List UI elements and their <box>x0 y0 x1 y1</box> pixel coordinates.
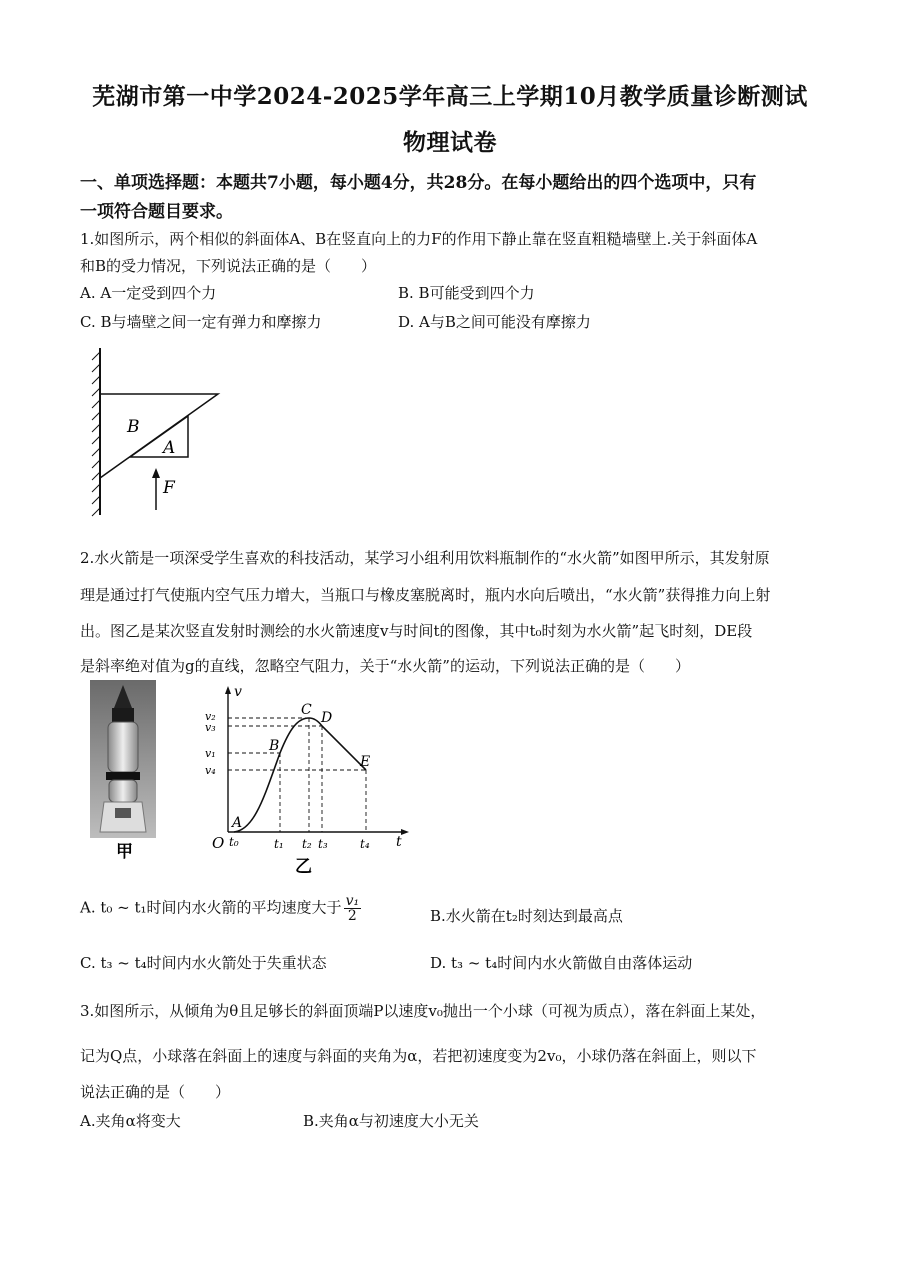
fraction-numerator: v₁ <box>345 893 360 909</box>
water-rocket-photo <box>90 680 156 860</box>
point-b: B <box>269 738 280 754</box>
q2-option-c: C. t₃ ~ t₄时间内水火箭处于失重状态 <box>80 954 327 972</box>
q1-stem-line2: 和B的受力情况，下列说法正确的是（ ） <box>80 257 377 275</box>
q1-wedge-figure <box>85 340 235 520</box>
point-e: E <box>360 754 371 770</box>
q1-option-a: A. A一定受到四个力 <box>80 284 217 302</box>
q2-option-b: B.水火箭在t₂时刻达到最高点 <box>430 907 623 925</box>
q2-stem-line3: 出。图乙是某次竖直发射时测绘的水火箭速度v与时间t的图像，其中t₀时刻为水火箭”起飞时刻，DE段 <box>80 622 753 640</box>
q2-option-d: D. t₃ ~ t₄时间内水火箭做自由落体运动 <box>430 954 693 972</box>
tick-t2: t₂ <box>302 837 312 851</box>
q1-option-c: C. B与墙壁之间一定有弹力和摩擦力 <box>80 313 322 331</box>
guide-lines <box>228 718 366 832</box>
tick-t1: t₁ <box>274 837 284 851</box>
q2-stem-line1: 2.水火箭是一项深受学生喜欢的科技活动，某学习小组利用饮料瓶制作的“水火箭”如图甲所示，其发射原 <box>80 549 770 567</box>
q2-option-a <box>80 894 363 923</box>
q2-stem-line2: 理是通过打气使瓶内空气压力增大，当瓶口与橡皮塞脱离时，瓶内水向后喷出，“水火箭”获得推力向上射 <box>80 586 771 604</box>
q2-stem-line4: 是斜率绝对值为g的直线，忽略空气阻力，关于“水火箭”的运动，下列说法正确的是（ ） <box>80 657 690 675</box>
tick-v2: v₂ <box>205 710 216 723</box>
section-heading-line2: 一项符合题目要求。 <box>80 202 233 222</box>
q3-option-a: A.夹角α将变大 <box>80 1112 181 1130</box>
q3-stem-line1: 3.如图所示，从倾角为θ且足够长的斜面顶端P以速度v₀抛出一个小球（可视为质点），落在斜面上某处， <box>80 1002 766 1020</box>
tick-t3: t₃ <box>318 837 328 851</box>
label-b: B <box>127 417 140 437</box>
q3-stem-line3: 说法正确的是（ ） <box>80 1083 231 1101</box>
tick-v1: v₁ <box>205 747 216 760</box>
tick-v4: v₄ <box>205 764 216 777</box>
axis-v-label: v <box>234 684 242 700</box>
exam-subtitle: 物理试卷 <box>403 129 497 156</box>
q2-option-a-text: A. t₀ ~ t₁时间内水火箭的平均速度大于 <box>80 898 342 917</box>
q1-option-d: D. A与B之间可能没有摩擦力 <box>398 313 591 331</box>
fraction-denominator: 2 <box>347 908 357 924</box>
velocity-curve <box>234 718 366 832</box>
exam-title: 芜湖市第一中学2024-2025学年高三上学期10月教学质量诊断测试 <box>92 83 808 110</box>
q3-stem-line2: 记为Q点，小球落在斜面上的速度与斜面的夹角为α，若把初速度变为2v₀，小球仍落在斜面上，则以下 <box>80 1047 757 1065</box>
photo-caption: 甲 <box>116 842 133 860</box>
q1-stem-line1: 1.如图所示，两个相似的斜面体A、B在竖直向上的力F的作用下静止靠在竖直粗糙墙壁上.关于斜面体A <box>80 230 758 248</box>
label-a: A <box>163 438 176 458</box>
velocity-time-graph <box>200 684 415 876</box>
q1-option-b: B. B可能受到四个力 <box>398 284 535 302</box>
tick-t4: t₄ <box>360 837 370 851</box>
tick-t0: t₀ <box>229 835 239 849</box>
section-heading-line1: 一、单项选择题：本题共7小题，每小题4分，共28分。在每小题给出的四个选项中，只有 <box>80 173 757 193</box>
origin-label: O <box>212 834 225 852</box>
point-c: C <box>301 702 312 718</box>
wall-hatching <box>92 352 100 516</box>
point-d: D <box>321 710 333 726</box>
q3-option-b: B.夹角α与初速度大小无关 <box>303 1112 479 1130</box>
force-arrowhead <box>152 468 160 478</box>
q2-option-a-fraction <box>344 894 362 923</box>
axis-t-label: t <box>396 834 402 850</box>
point-a: A <box>232 815 243 831</box>
graph-caption: 乙 <box>295 857 312 876</box>
tick-v3: v₃ <box>205 721 216 734</box>
label-f: F <box>163 478 175 498</box>
